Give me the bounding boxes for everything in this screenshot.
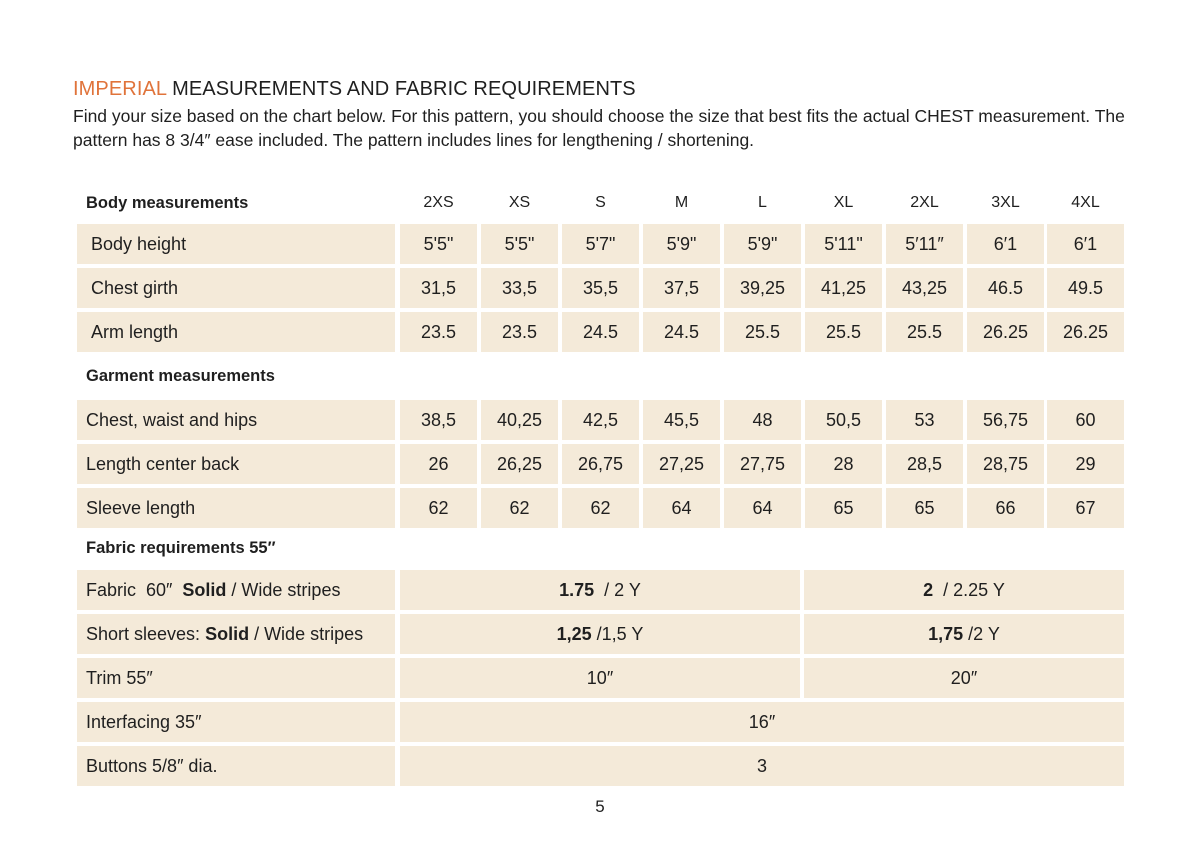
garment-value-2xs: 62 xyxy=(400,488,477,528)
fabric-large-bold: 2 xyxy=(923,579,934,600)
garment-value-s: 26,75 xyxy=(562,444,639,484)
size-header-xl: XL xyxy=(833,194,854,211)
body-value-xs: 5'5" xyxy=(481,224,558,264)
body-value-4xl: 26.25 xyxy=(1047,312,1124,352)
garment-row-label: Length center back xyxy=(77,444,395,484)
garment-value-s: 42,5 xyxy=(562,400,639,440)
garment-value-xs: 40,25 xyxy=(481,400,558,440)
intro-text: Find your size based on the chart below. For this pattern, you should choose the size that best fits the actual CHEST measurement. The pattern has 8 3/4″ ease included. The pattern includes lines for lengthening / shortening. xyxy=(73,106,1125,150)
fabric-label-c: / Wide stripes xyxy=(226,579,341,600)
garment-value-2xl: 65 xyxy=(886,488,963,528)
trim-row-label: Trim 55″ xyxy=(77,658,395,698)
garment-value-3xl: 56,75 xyxy=(967,400,1044,440)
body-value-l: 25.5 xyxy=(724,312,801,352)
body-value-s: 24.5 xyxy=(562,312,639,352)
body-value-2xl: 5′11″ xyxy=(886,224,963,264)
garment-value-l: 27,75 xyxy=(724,444,801,484)
fabric-small-rest: / 2 Y xyxy=(594,579,641,600)
page-heading xyxy=(73,78,636,101)
body-value-2xl: 25.5 xyxy=(886,312,963,352)
garment-value-3xl: 66 xyxy=(967,488,1044,528)
trim-small-sizes: 10″ xyxy=(400,658,800,698)
short-small-rest: /1,5 Y xyxy=(591,623,644,644)
body-value-3xl: 46.5 xyxy=(967,268,1044,308)
body-value-xs: 33,5 xyxy=(481,268,558,308)
buttons-value: 3 xyxy=(400,746,1124,786)
fabric-large-sizes xyxy=(804,570,1124,610)
garment-value-m: 27,25 xyxy=(643,444,720,484)
body-measurements-header: Body measurements xyxy=(86,194,249,212)
body-value-s: 5'7" xyxy=(562,224,639,264)
garment-value-2xl: 53 xyxy=(886,400,963,440)
body-value-4xl: 49.5 xyxy=(1047,268,1124,308)
body-value-s: 35,5 xyxy=(562,268,639,308)
fabric-label-solid: Solid xyxy=(182,579,227,600)
garment-value-3xl: 28,75 xyxy=(967,444,1044,484)
garment-value-xl: 65 xyxy=(805,488,882,528)
body-row-label: Body height xyxy=(77,224,395,264)
page-number: 5 xyxy=(595,797,605,816)
interfacing-row-label: Interfacing 35″ xyxy=(77,702,395,742)
short-large-rest: /2 Y xyxy=(963,623,1000,644)
body-value-2xs: 23.5 xyxy=(400,312,477,352)
garment-value-m: 45,5 xyxy=(643,400,720,440)
garment-value-s: 62 xyxy=(562,488,639,528)
short-label-solid: Solid xyxy=(205,623,250,644)
garment-value-m: 64 xyxy=(643,488,720,528)
short-label-a: Short sleeves: xyxy=(86,623,206,644)
heading-accent: IMPERIAL xyxy=(73,78,167,100)
garment-value-2xl: 28,5 xyxy=(886,444,963,484)
garment-measurements-header: Garment measurements xyxy=(86,367,275,385)
garment-value-4xl: 67 xyxy=(1047,488,1124,528)
garment-value-2xs: 38,5 xyxy=(400,400,477,440)
body-value-xl: 25.5 xyxy=(805,312,882,352)
body-value-l: 5'9" xyxy=(724,224,801,264)
garment-value-l: 64 xyxy=(724,488,801,528)
short-small-bold: 1,25 xyxy=(556,623,592,644)
garment-value-xs: 26,25 xyxy=(481,444,558,484)
fabric-label-a: Fabric 60″ xyxy=(86,579,183,600)
garment-row-label: Chest, waist and hips xyxy=(77,400,395,440)
size-header-xs: XS xyxy=(508,194,531,211)
garment-value-xl: 28 xyxy=(805,444,882,484)
short-small-sizes xyxy=(400,614,800,654)
short-sleeves-row-label xyxy=(77,614,395,654)
buttons-row-label: Buttons 5/8″ dia. xyxy=(77,746,395,786)
body-value-m: 37,5 xyxy=(643,268,720,308)
size-header-3xl: 3XL xyxy=(991,194,1020,211)
size-header-2xs: 2XS xyxy=(423,194,454,211)
body-row-label: Arm length xyxy=(77,312,395,352)
garment-value-4xl: 60 xyxy=(1047,400,1124,440)
size-header-s: S xyxy=(595,194,606,211)
garment-value-2xs: 26 xyxy=(400,444,477,484)
body-value-m: 24.5 xyxy=(643,312,720,352)
fabric-large-rest: / 2.25 Y xyxy=(933,579,1005,600)
short-label-c: / Wide stripes xyxy=(249,623,364,644)
short-large-sizes xyxy=(804,614,1124,654)
body-value-2xl: 43,25 xyxy=(886,268,963,308)
short-large-bold: 1,75 xyxy=(928,623,964,644)
garment-row-label: Sleeve length xyxy=(77,488,395,528)
garment-value-xl: 50,5 xyxy=(805,400,882,440)
body-value-2xs: 31,5 xyxy=(400,268,477,308)
size-header-4xl: 4XL xyxy=(1071,194,1100,211)
size-header-2xl: 2XL xyxy=(910,194,939,211)
body-row-label: Chest girth xyxy=(77,268,395,308)
trim-large-sizes: 20″ xyxy=(804,658,1124,698)
heading-rest: MEASUREMENTS AND FABRIC REQUIREMENTS xyxy=(172,78,636,100)
body-value-xl: 41,25 xyxy=(805,268,882,308)
size-header-m: M xyxy=(674,194,689,211)
body-value-xs: 23.5 xyxy=(481,312,558,352)
body-value-xl: 5'11" xyxy=(805,224,882,264)
body-value-2xs: 5'5" xyxy=(400,224,477,264)
fabric-small-bold: 1.75 xyxy=(559,579,595,600)
fabric-small-sizes xyxy=(400,570,800,610)
body-value-m: 5'9" xyxy=(643,224,720,264)
body-value-4xl: 6′1 xyxy=(1047,224,1124,264)
fabric-requirements-header: Fabric requirements 55″ xyxy=(86,539,276,557)
fabric-row-label xyxy=(77,570,395,610)
interfacing-value: 16″ xyxy=(400,702,1124,742)
garment-value-l: 48 xyxy=(724,400,801,440)
body-value-3xl: 26.25 xyxy=(967,312,1044,352)
garment-value-xs: 62 xyxy=(481,488,558,528)
body-value-3xl: 6′1 xyxy=(967,224,1044,264)
size-header-l: L xyxy=(758,194,767,211)
garment-value-4xl: 29 xyxy=(1047,444,1124,484)
body-value-l: 39,25 xyxy=(724,268,801,308)
